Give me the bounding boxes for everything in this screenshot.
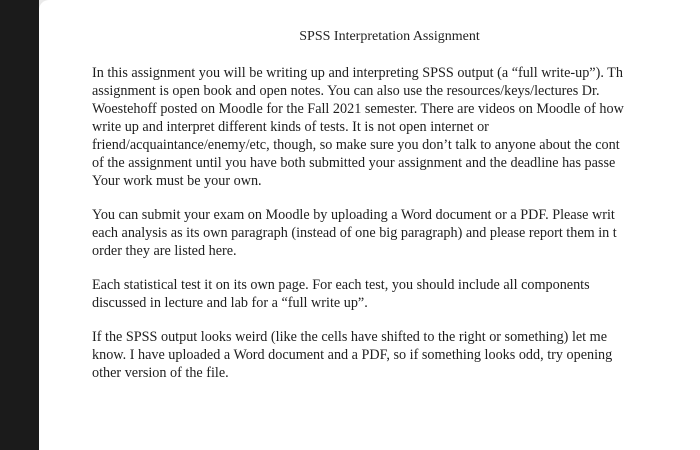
paragraph-line: Woestehoff posted on Moodle for the Fall 2021 semester. There are videos on Moodle of how: [92, 101, 624, 117]
paragraph-submission: [92, 206, 617, 260]
paragraph-line: friend/acquaintance/enemy/etc, though, so make sure you don’t talk to anyone about the cont: [92, 137, 620, 153]
paragraph-intro: [92, 64, 624, 190]
paragraph-line: know. I have uploaded a Word document and a PDF, so if something looks odd, try opening: [92, 347, 613, 363]
paragraph-line: Your work must be your own.: [92, 173, 262, 189]
paragraph-line: of the assignment until you have both submitted your assignment and the deadline has passe: [92, 155, 616, 171]
paragraph-line: If the SPSS output looks weird (like the cells have shifted to the right or something) let me: [92, 329, 608, 345]
paragraph-line: In this assignment you will be writing up and interpreting SPSS output (a “full write-up”). Th: [92, 65, 623, 81]
paragraph-line: each analysis as its own paragraph (instead of one big paragraph) and please report them in t: [92, 225, 617, 241]
left-dark-margin: [0, 0, 39, 450]
paragraph-output-note: [92, 328, 612, 382]
document-title: SPSS Interpretation Assignment: [299, 29, 480, 44]
paragraph-line: discussed in lecture and lab for a “full write up”.: [92, 295, 368, 311]
paragraph-line: write up and interpret different kinds of tests. It is not open internet or: [92, 119, 489, 135]
paragraph-line: Each statistical test it on its own page. For each test, you should include all components: [92, 277, 590, 293]
paragraph-line: assignment is open book and open notes. You can also use the resources/keys/lectures Dr.: [92, 83, 600, 99]
paragraph-each-test: [92, 276, 590, 312]
paragraph-line: order they are listed here.: [92, 243, 237, 259]
paragraph-line: You can submit your exam on Moodle by uploading a Word document or a PDF. Please writ: [92, 207, 615, 223]
paragraph-line: other version of the file.: [92, 365, 229, 381]
